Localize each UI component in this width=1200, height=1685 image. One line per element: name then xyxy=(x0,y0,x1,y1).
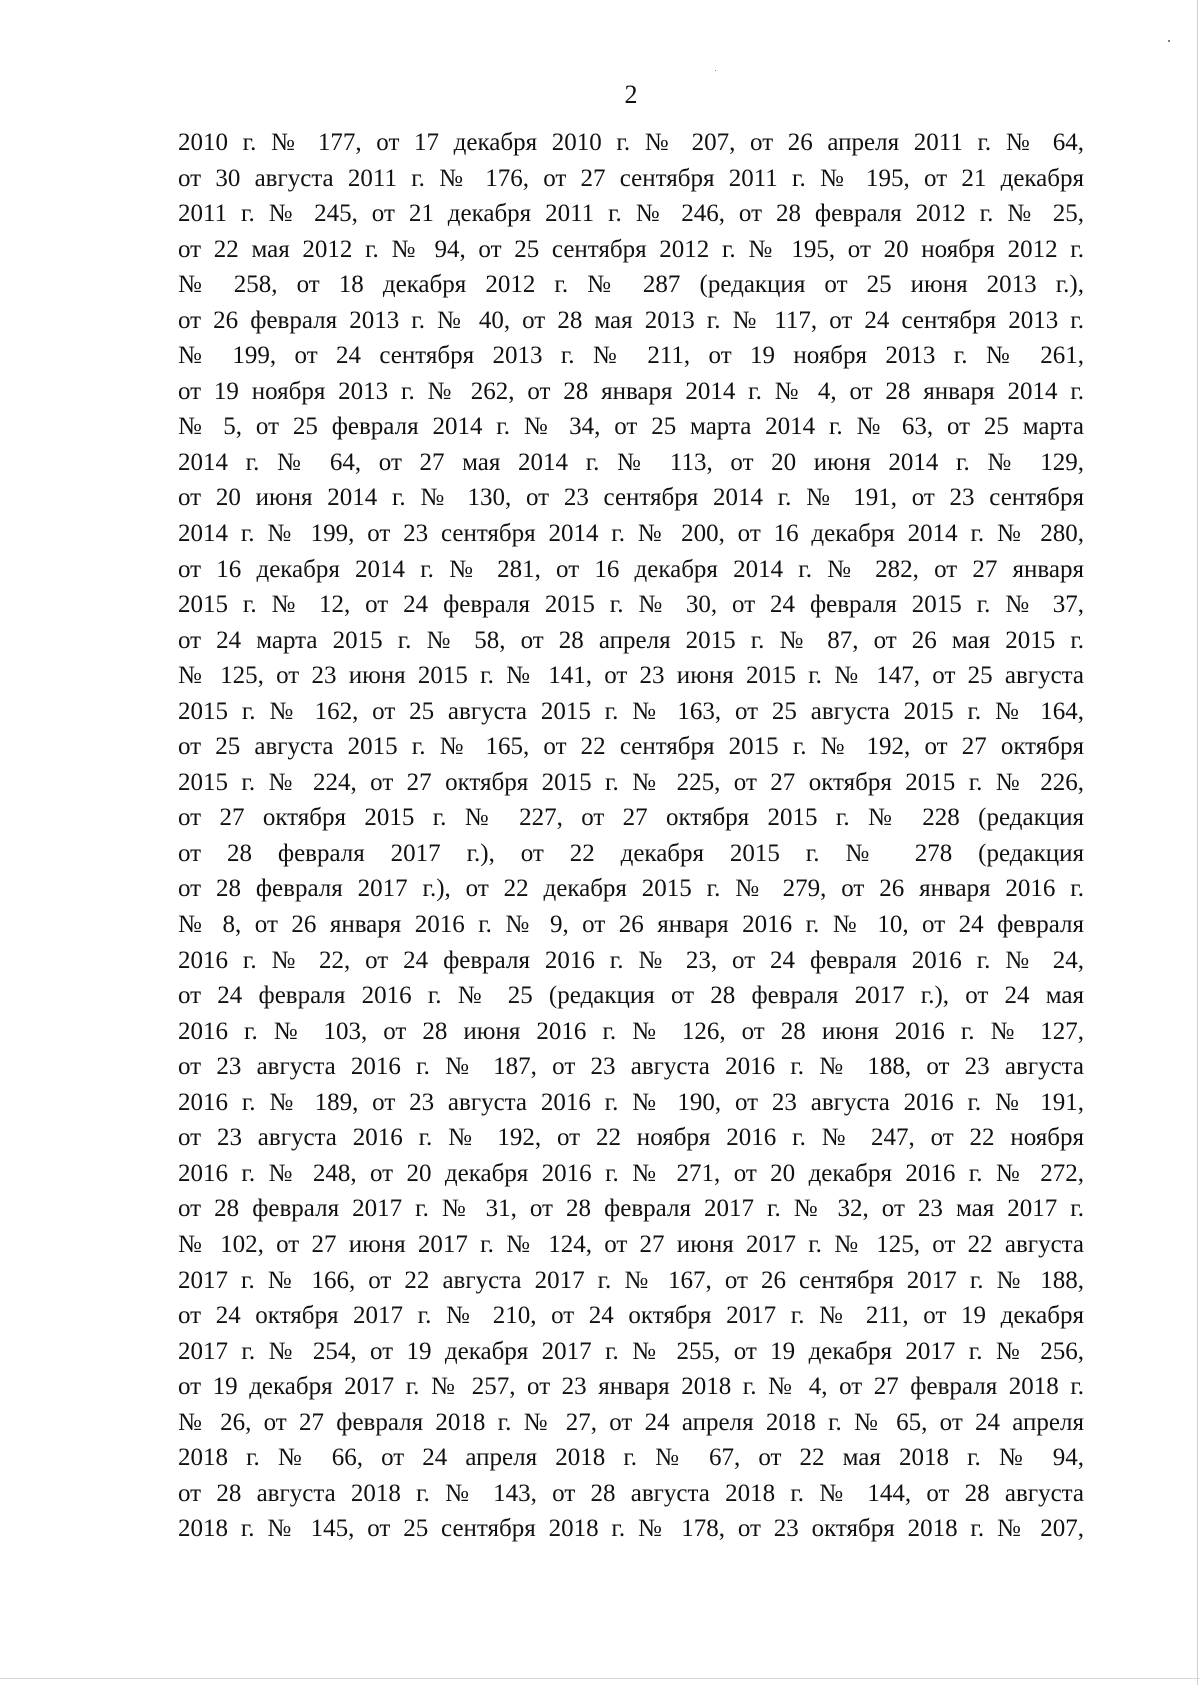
text-line: 2018 г. № 145, от 25 сентября 2018 г. № 178, от 23 октября 2018 г. № 207, xyxy=(178,1515,1084,1543)
text-line: от 22 мая 2012 г. № 94, от 25 сентября 2012 г. № 195, от 20 ноября 2012 г. xyxy=(178,235,1084,263)
text-line: от 23 августа 2016 г. № 192, от 22 ноября 2016 г. № 247, от 22 ноября xyxy=(178,1124,1084,1152)
text-line: № 199, от 24 сентября 2013 г. № 211, от 19 ноября 2013 г. № 261, xyxy=(178,342,1084,370)
text-line: от 24 октября 2017 г. № 210, от 24 октября 2017 г. № 211, от 19 декабря xyxy=(178,1302,1084,1330)
text-line: от 24 марта 2015 г. № 58, от 28 апреля 2015 г. № 87, от 26 мая 2015 г. xyxy=(178,626,1084,654)
text-line: 2014 г. № 64, от 27 мая 2014 г. № 113, от 20 июня 2014 г. № 129, xyxy=(178,448,1084,476)
text-line: 2016 г. № 103, от 28 июня 2016 г. № 126, от 28 июня 2016 г. № 127, xyxy=(178,1017,1084,1045)
text-line: от 19 ноября 2013 г. № 262, от 28 января 2014 г. № 4, от 28 января 2014 г. xyxy=(178,377,1084,405)
text-line: от 28 февраля 2017 г.), от 22 декабря 2015 г. № 279, от 26 января 2016 г. xyxy=(178,875,1084,903)
text-line: 2017 г. № 254, от 19 декабря 2017 г. № 255, от 19 декабря 2017 г. № 256, xyxy=(178,1337,1084,1365)
text-line: 2010 г. № 177, от 17 декабря 2010 г. № 207, от 26 апреля 2011 г. № 64, xyxy=(178,129,1084,156)
text-line: 2017 г. № 166, от 22 августа 2017 г. № 167, от 26 сентября 2017 г. № 188, xyxy=(178,1266,1084,1294)
text-line: 2015 г. № 12, от 24 февраля 2015 г. № 30, от 24 февраля 2015 г. № 37, xyxy=(178,591,1084,619)
text-line: 2018 г. № 66, от 24 апреля 2018 г. № 67, от 22 мая 2018 г. № 94, xyxy=(178,1444,1084,1472)
text-line: 2011 г. № 245, от 21 декабря 2011 г. № 246, от 28 февраля 2012 г. № 25, xyxy=(178,200,1084,228)
text-line: 2016 г. № 22, от 24 февраля 2016 г. № 23, от 24 февраля 2016 г. № 24, xyxy=(178,946,1084,974)
text-line: № 26, от 27 февраля 2018 г. № 27, от 24 апреля 2018 г. № 65, от 24 апреля xyxy=(178,1408,1084,1436)
body-text xyxy=(178,125,1084,1547)
text-line: от 30 августа 2011 г. № 176, от 27 сентября 2011 г. № 195, от 21 декабря xyxy=(178,164,1084,192)
scan-speck xyxy=(715,70,716,71)
text-line: № 258, от 18 декабря 2012 г. № 287 (редакция от 25 июня 2013 г.), xyxy=(178,271,1084,299)
text-line: 2016 г. № 248, от 20 декабря 2016 г. № 271, от 20 декабря 2016 г. № 272, xyxy=(178,1159,1084,1187)
text-line: 2016 г. № 189, от 23 августа 2016 г. № 190, от 23 августа 2016 г. № 191, xyxy=(178,1088,1084,1116)
page-edge-right xyxy=(1197,0,1198,1685)
text-line: № 5, от 25 февраля 2014 г. № 34, от 25 марта 2014 г. № 63, от 25 марта xyxy=(178,413,1084,441)
text-line: № 125, от 23 июня 2015 г. № 141, от 23 июня 2015 г. № 147, от 25 августа xyxy=(178,662,1084,690)
text-line: от 28 августа 2018 г. № 143, от 28 августа 2018 г. № 144, от 28 августа xyxy=(178,1479,1084,1507)
scan-speck xyxy=(1168,40,1170,42)
text-line: от 16 декабря 2014 г. № 281, от 16 декабря 2014 г. № 282, от 27 января xyxy=(178,555,1084,583)
text-line: 2015 г. № 224, от 27 октября 2015 г. № 225, от 27 октября 2015 г. № 226, xyxy=(178,768,1084,796)
page-edge-bottom xyxy=(0,1678,1200,1679)
text-line: 2015 г. № 162, от 25 августа 2015 г. № 163, от 25 августа 2015 г. № 164, xyxy=(178,697,1084,725)
text-line: от 19 декабря 2017 г. № 257, от 23 января 2018 г. № 4, от 27 февраля 2018 г. xyxy=(178,1373,1084,1401)
text-line: 2014 г. № 199, от 23 сентября 2014 г. № 200, от 16 декабря 2014 г. № 280, xyxy=(178,520,1084,548)
text-line: № 102, от 27 июня 2017 г. № 124, от 27 июня 2017 г. № 125, от 22 августа xyxy=(178,1230,1084,1258)
text-line: от 23 августа 2016 г. № 187, от 23 августа 2016 г. № 188, от 23 августа xyxy=(178,1053,1084,1081)
page-number: 2 xyxy=(624,80,638,109)
text-line: от 20 июня 2014 г. № 130, от 23 сентября 2014 г. № 191, от 23 сентября xyxy=(178,484,1084,512)
text-line: от 27 октября 2015 г. № 227, от 27 октября 2015 г. № 228 (редакция xyxy=(178,804,1084,832)
text-line: от 28 февраля 2017 г.), от 22 декабря 2015 г. № 278 (редакция xyxy=(178,839,1084,867)
text-line: от 28 февраля 2017 г. № 31, от 28 февраля 2017 г. № 32, от 23 мая 2017 г. xyxy=(178,1195,1084,1223)
text-line: от 24 февраля 2016 г. № 25 (редакция от 28 февраля 2017 г.), от 24 мая xyxy=(178,982,1084,1010)
text-line: от 26 февраля 2013 г. № 40, от 28 мая 2013 г. № 117, от 24 сентября 2013 г. xyxy=(178,306,1084,334)
text-line: от 25 августа 2015 г. № 165, от 22 сентября 2015 г. № 192, от 27 октября xyxy=(178,733,1084,761)
text-line: № 8, от 26 января 2016 г. № 9, от 26 января 2016 г. № 10, от 24 февраля xyxy=(178,911,1084,939)
